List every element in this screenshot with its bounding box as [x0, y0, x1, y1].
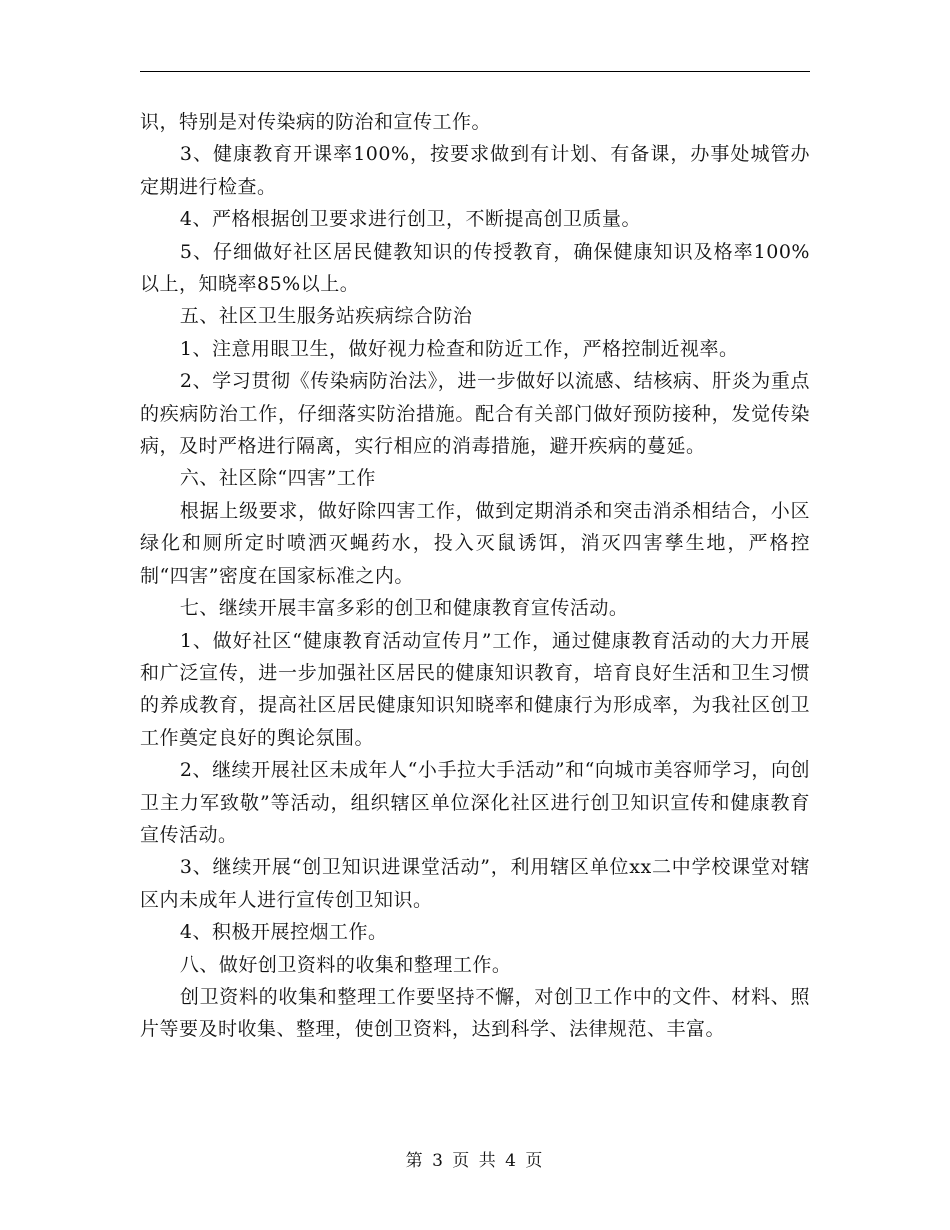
paragraph: 5、仔细做好社区居民健教知识的传授教育，确保健康知识及格率100%以上，知晓率85%以上。: [140, 240, 810, 296]
page-number-footer: 第 3 页 共 4 页: [405, 1151, 545, 1171]
section-heading: 六、社区除“四害”工作: [179, 467, 376, 490]
section-heading: 七、继续开展丰富多彩的创卫和健康教育宣传活动。: [179, 597, 629, 620]
document-body: [140, 106, 810, 1046]
paragraph: 2、继续开展社区未成年人“小手拉大手活动”和“向城市美容师学习，向创卫主力军致敬”等活动，组织辖区单位深化社区进行创卫知识宣传和健康教育宣传活动。: [140, 759, 810, 846]
paragraph: 4、积极开展控烟工作。: [179, 921, 388, 944]
paragraph: 创卫资料的收集和整理工作要坚持不懈，对创卫工作中的文件、材料、照片等要及时收集、整理，使创卫资料，达到科学、法律规范、丰富。: [140, 985, 810, 1041]
paragraph: 3、继续开展“创卫知识进课堂活动”，利用辖区单位xx二中学校课堂对辖区内未成年人进行宣传创卫知识。: [140, 856, 810, 911]
paragraph: 识，特别是对传染病的防治和宣传工作。: [140, 111, 492, 133]
paragraph: 1、做好社区“健康教育活动宣传月”工作，通过健康教育活动的大力开展和广泛宣传，进一步加强社区居民的健康知识教育，培育良好生活和卫生习惯的养成教育，提高社区居民健康知识知晓率和健康行为形成率，为我社区创卫工作奠定良好的舆论氛围。: [140, 629, 810, 749]
paragraph: 2、学习贯彻《传染病防治法》，进一步做好以流感、结核病、肝炎为重点的疾病防治工作，仔细落实防治措施。配合有关部门做好预防接种，发觉传染病，及时严格进行隔离，实行相应的消毒措施，避开疾病的蔓延。: [140, 370, 810, 458]
paragraph: 4、严格根据创卫要求进行创卫，不断提高创卫质量。: [179, 208, 641, 231]
section-heading: 八、做好创卫资料的收集和整理工作。: [179, 953, 512, 976]
paragraph: 3、健康教育开课率100%，按要求做到有计划、有备课，办事处城管办定期进行检查。: [140, 143, 810, 198]
section-heading: 五、社区卫生服务站疾病综合防治: [179, 305, 473, 328]
header-rule: [140, 71, 810, 72]
paragraph: 根据上级要求，做好除四害工作，做到定期消杀和突击消杀相结合，小区绿化和厕所定时喷洒灭蝇药水，投入灭鼠诱饵，消灭四害孳生地，严格控制“四害”密度在国家标准之内。: [140, 499, 810, 587]
paragraph: 1、注意用眼卫生，做好视力检查和防近工作，严格控制近视率。: [179, 337, 739, 360]
